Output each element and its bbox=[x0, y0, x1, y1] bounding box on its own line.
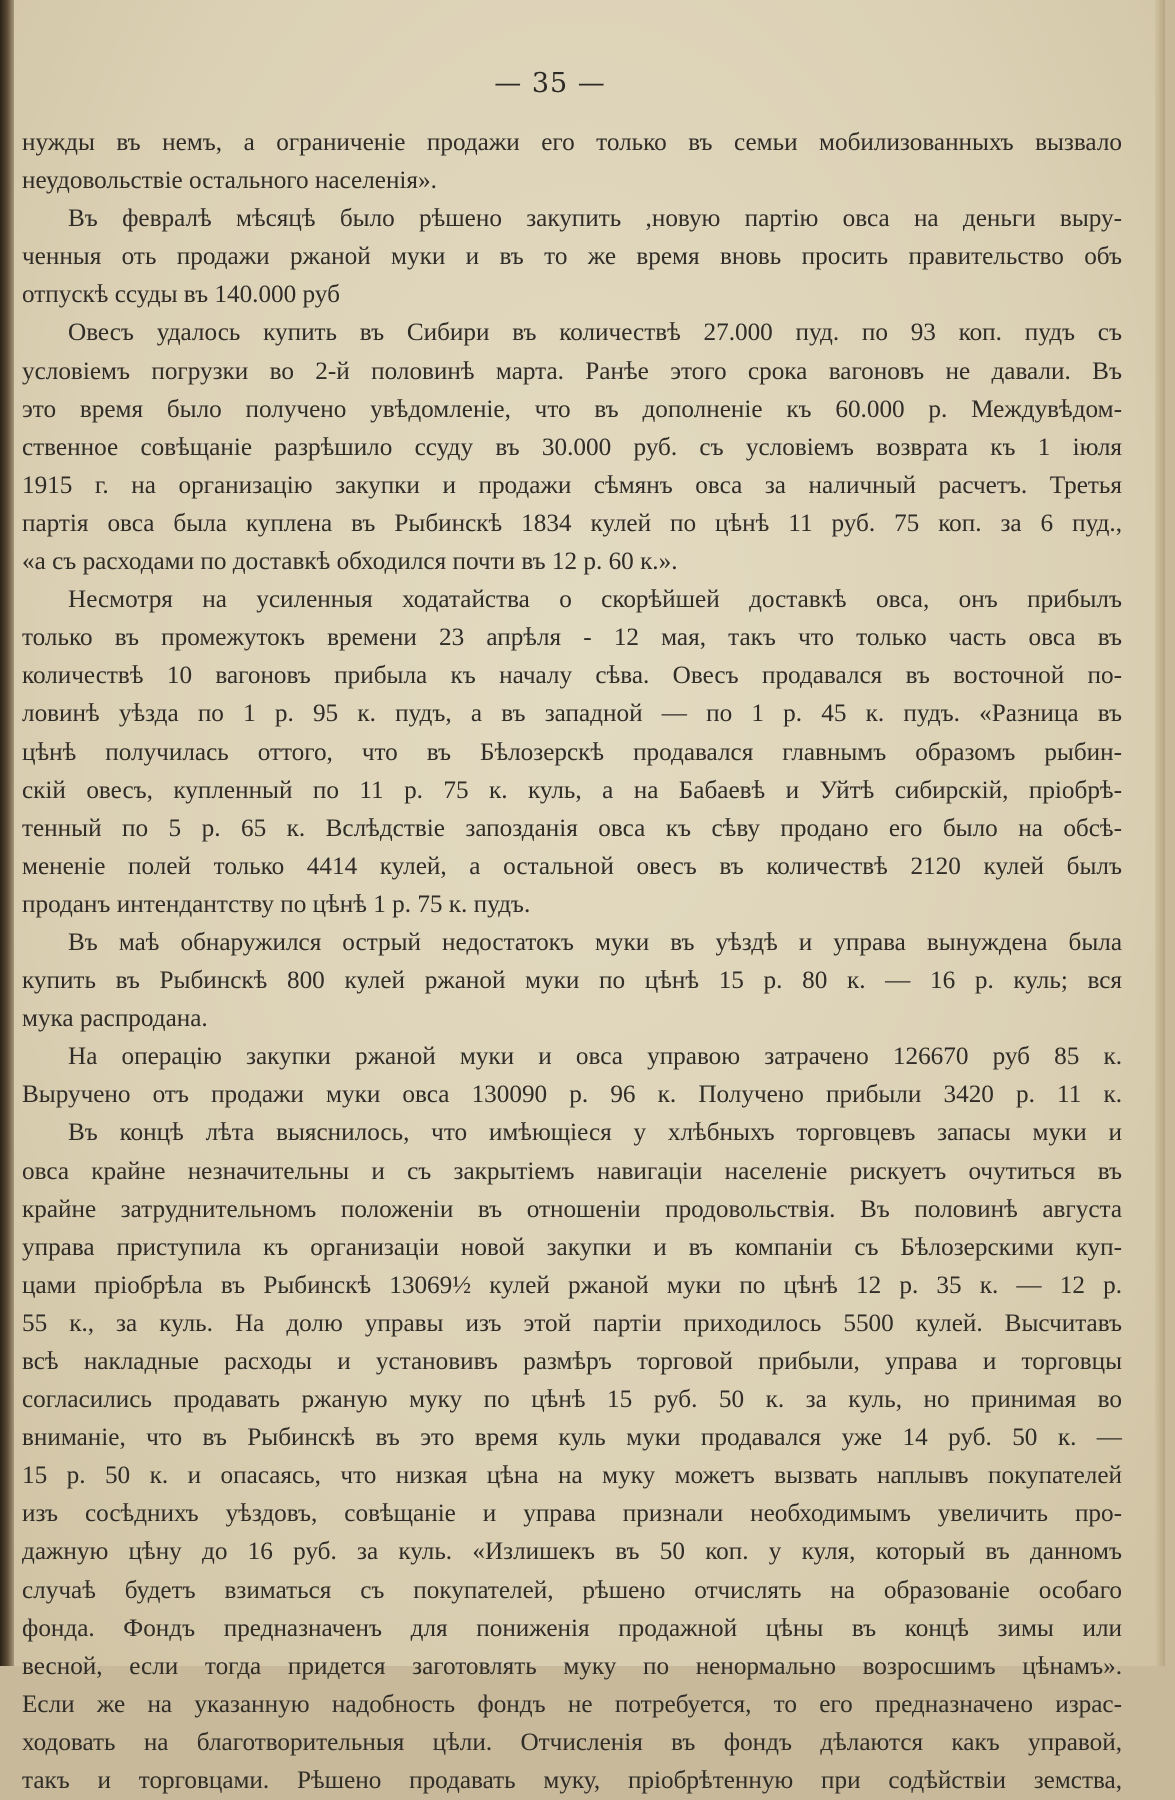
text-line: 55 к., за куль. На долю управы изъ этой партіи приходилось 5500 кулей. Высчитавъ bbox=[22, 1309, 1122, 1337]
text-line: ченныя оть продажи ржаной муки и въ то же время вновь просить правительство объ bbox=[22, 243, 1122, 271]
text-line: 1915 г. на организацію закупки и продажи сѣмянъ овса за наличный расчетъ. Третья bbox=[22, 471, 1122, 499]
text-line: партія овса была куплена въ Рыбинскѣ 1834 кулей по цѣнѣ 11 руб. 75 коп. за 6 пуд., bbox=[22, 509, 1122, 537]
text-line: проданъ интендантству по цѣнѣ 1 р. 75 к. пудъ. bbox=[22, 890, 531, 918]
text-line: Въ февралѣ мѣсяцѣ было рѣшено закупить ,новую партію овса на деньги выру- bbox=[68, 205, 1122, 233]
page-number: — 35 — bbox=[494, 68, 606, 99]
text-line: «а съ расходами по доставкѣ обходился почти въ 12 р. 60 к.». bbox=[22, 548, 678, 576]
text-line: Овесъ удалось купить въ Сибири въ количествѣ 27.000 пуд. по 93 коп. пудъ съ bbox=[68, 319, 1122, 347]
text-line: это время было получено увѣдомленіе, что въ дополненіе къ 60.000 р. Междувѣдом- bbox=[22, 395, 1122, 423]
text-line: Несмотря на усиленныя ходатайства о скорѣйшей доставкѣ овса, онъ прибылъ bbox=[68, 586, 1122, 614]
text-line: мененіе полей только 4414 кулей, а остальной овесъ въ количествѣ 2120 кулей былъ bbox=[22, 852, 1122, 880]
text-line: крайне затруднительномъ положеніи въ отношеніи продовольствія. Въ половинѣ августа bbox=[22, 1195, 1122, 1223]
text-line: скій овесъ, купленный по 11 р. 75 к. куль, а на Бабаевѣ и Уйтѣ сибирскій, пріобрѣ- bbox=[22, 776, 1122, 804]
text-line: только въ промежутокъ времени 23 апрѣля - 12 мая, такъ что только часть овса въ bbox=[22, 624, 1122, 652]
text-line: Въ маѣ обнаружился острый недостатокъ муки въ уѣздѣ и управа вынуждена была bbox=[68, 928, 1122, 956]
text-line: отпускѣ ссуды въ 140.000 руб bbox=[22, 281, 340, 309]
text-line: условіемъ погрузки во 2-й половинѣ марта. Ранѣе этого срока вагоновъ не давали. Въ bbox=[22, 357, 1122, 385]
text-line: ловинѣ уѣзда по 1 р. 95 к. пудъ, а въ западной — по 1 р. 45 к. пудъ. «Разница въ bbox=[22, 700, 1122, 728]
text-line: ходовать на благотворительныя цѣли. Отчисленія въ фондъ дѣлаются какъ управой, bbox=[22, 1728, 1122, 1756]
text-line: дажную цѣну до 16 руб. за куль. «Излишекъ въ 50 коп. у куля, который въ данномъ bbox=[22, 1538, 1122, 1566]
text-line: изъ сосѣднихъ уѣздовъ, совѣщаніе и управа признали необходимымъ увеличить про- bbox=[22, 1500, 1122, 1528]
text-line: согласились продавать ржаную муку по цѣнѣ 15 руб. 50 к. за куль, но принимая во bbox=[22, 1386, 1122, 1414]
text-line: купить въ Рыбинскѣ 800 кулей ржаной муки по цѣнѣ 15 р. 80 к. — 16 р. куль; вся bbox=[22, 967, 1122, 995]
text-line: На операцію закупки ржаной муки и овса управою затрачено 126670 руб 85 к. bbox=[68, 1043, 1122, 1071]
text-line: тенный по 5 р. 65 к. Вслѣдствіе запозданія овса къ сѣву продано его было на обсѣ- bbox=[22, 814, 1122, 842]
text-line: случаѣ будетъ взиматься съ покупателей, рѣшено отчислять на образованіе особаго bbox=[22, 1576, 1122, 1604]
text-line: такъ и торговцами. Рѣшено продавать муку, пріобрѣтенную при содѣйствіи земства, bbox=[22, 1767, 1122, 1795]
text-line: цѣнѣ получилась оттого, что въ Бѣлозерскѣ продавался главнымъ образомъ рыбин- bbox=[22, 738, 1122, 766]
body-text bbox=[22, 124, 1122, 1800]
text-line: Если же на указанную надобность фондъ не потребуется, то его предназначено израс- bbox=[22, 1690, 1122, 1718]
text-line: нужды въ немъ, а ограниченіе продажи его только въ семьи мобилизованныхъ вызвало bbox=[22, 129, 1122, 156]
text-line: овса крайне незначительны и съ закрытіемъ навигаціи населеніе рискуетъ очутиться въ bbox=[22, 1157, 1122, 1185]
page-edge bbox=[1155, 0, 1165, 1666]
text-line: неудовольствіе остального населенія». bbox=[22, 167, 437, 195]
text-line: количествѣ 10 вагоновъ прибыла къ началу сѣва. Овесъ продавался въ восточной по- bbox=[22, 662, 1122, 690]
text-line: цами пріобрѣла въ Рыбинскѣ 13069½ кулей ржаной муки по цѣнѣ 12 р. 35 к. — 12 р. bbox=[22, 1271, 1122, 1299]
text-line: вниманіе, что въ Рыбинскѣ въ это время куль муки продавался уже 14 руб. 50 к. — bbox=[22, 1424, 1122, 1452]
text-line: 15 р. 50 к. и опасаясь, что низкая цѣна на муку можетъ вызвать наплывъ покупателей bbox=[22, 1462, 1122, 1490]
text-line: мука распродана. bbox=[22, 1005, 208, 1033]
book-spine-shadow bbox=[0, 0, 14, 1666]
text-line: ственное совѣщаніе разрѣшило ссуду въ 30.000 руб. съ условіемъ возврата къ 1 іюля bbox=[22, 433, 1122, 461]
text-line: фонда. Фондъ предназначенъ для пониженія продажной цѣны въ концѣ зимы или bbox=[22, 1614, 1122, 1642]
text-line: Выручено отъ продажи муки овса 130090 р. 96 к. Получено прибыли 3420 р. 11 к. bbox=[22, 1081, 1122, 1109]
text-line: весной, если тогда придется заготовлять муку по ненормально возросшимъ цѣнамъ». bbox=[22, 1652, 1122, 1680]
text-line: всѣ накладные расходы и установивъ размѣръ торговой прибыли, управа и торговцы bbox=[22, 1348, 1122, 1375]
text-line: Въ концѣ лѣта выяснилось, что имѣющіеся у хлѣбныхъ торговцевъ запасы муки и bbox=[68, 1119, 1122, 1147]
text-line: управа приступила къ организаціи новой закупки и въ компаніи съ Бѣлозерскими куп- bbox=[22, 1233, 1122, 1261]
